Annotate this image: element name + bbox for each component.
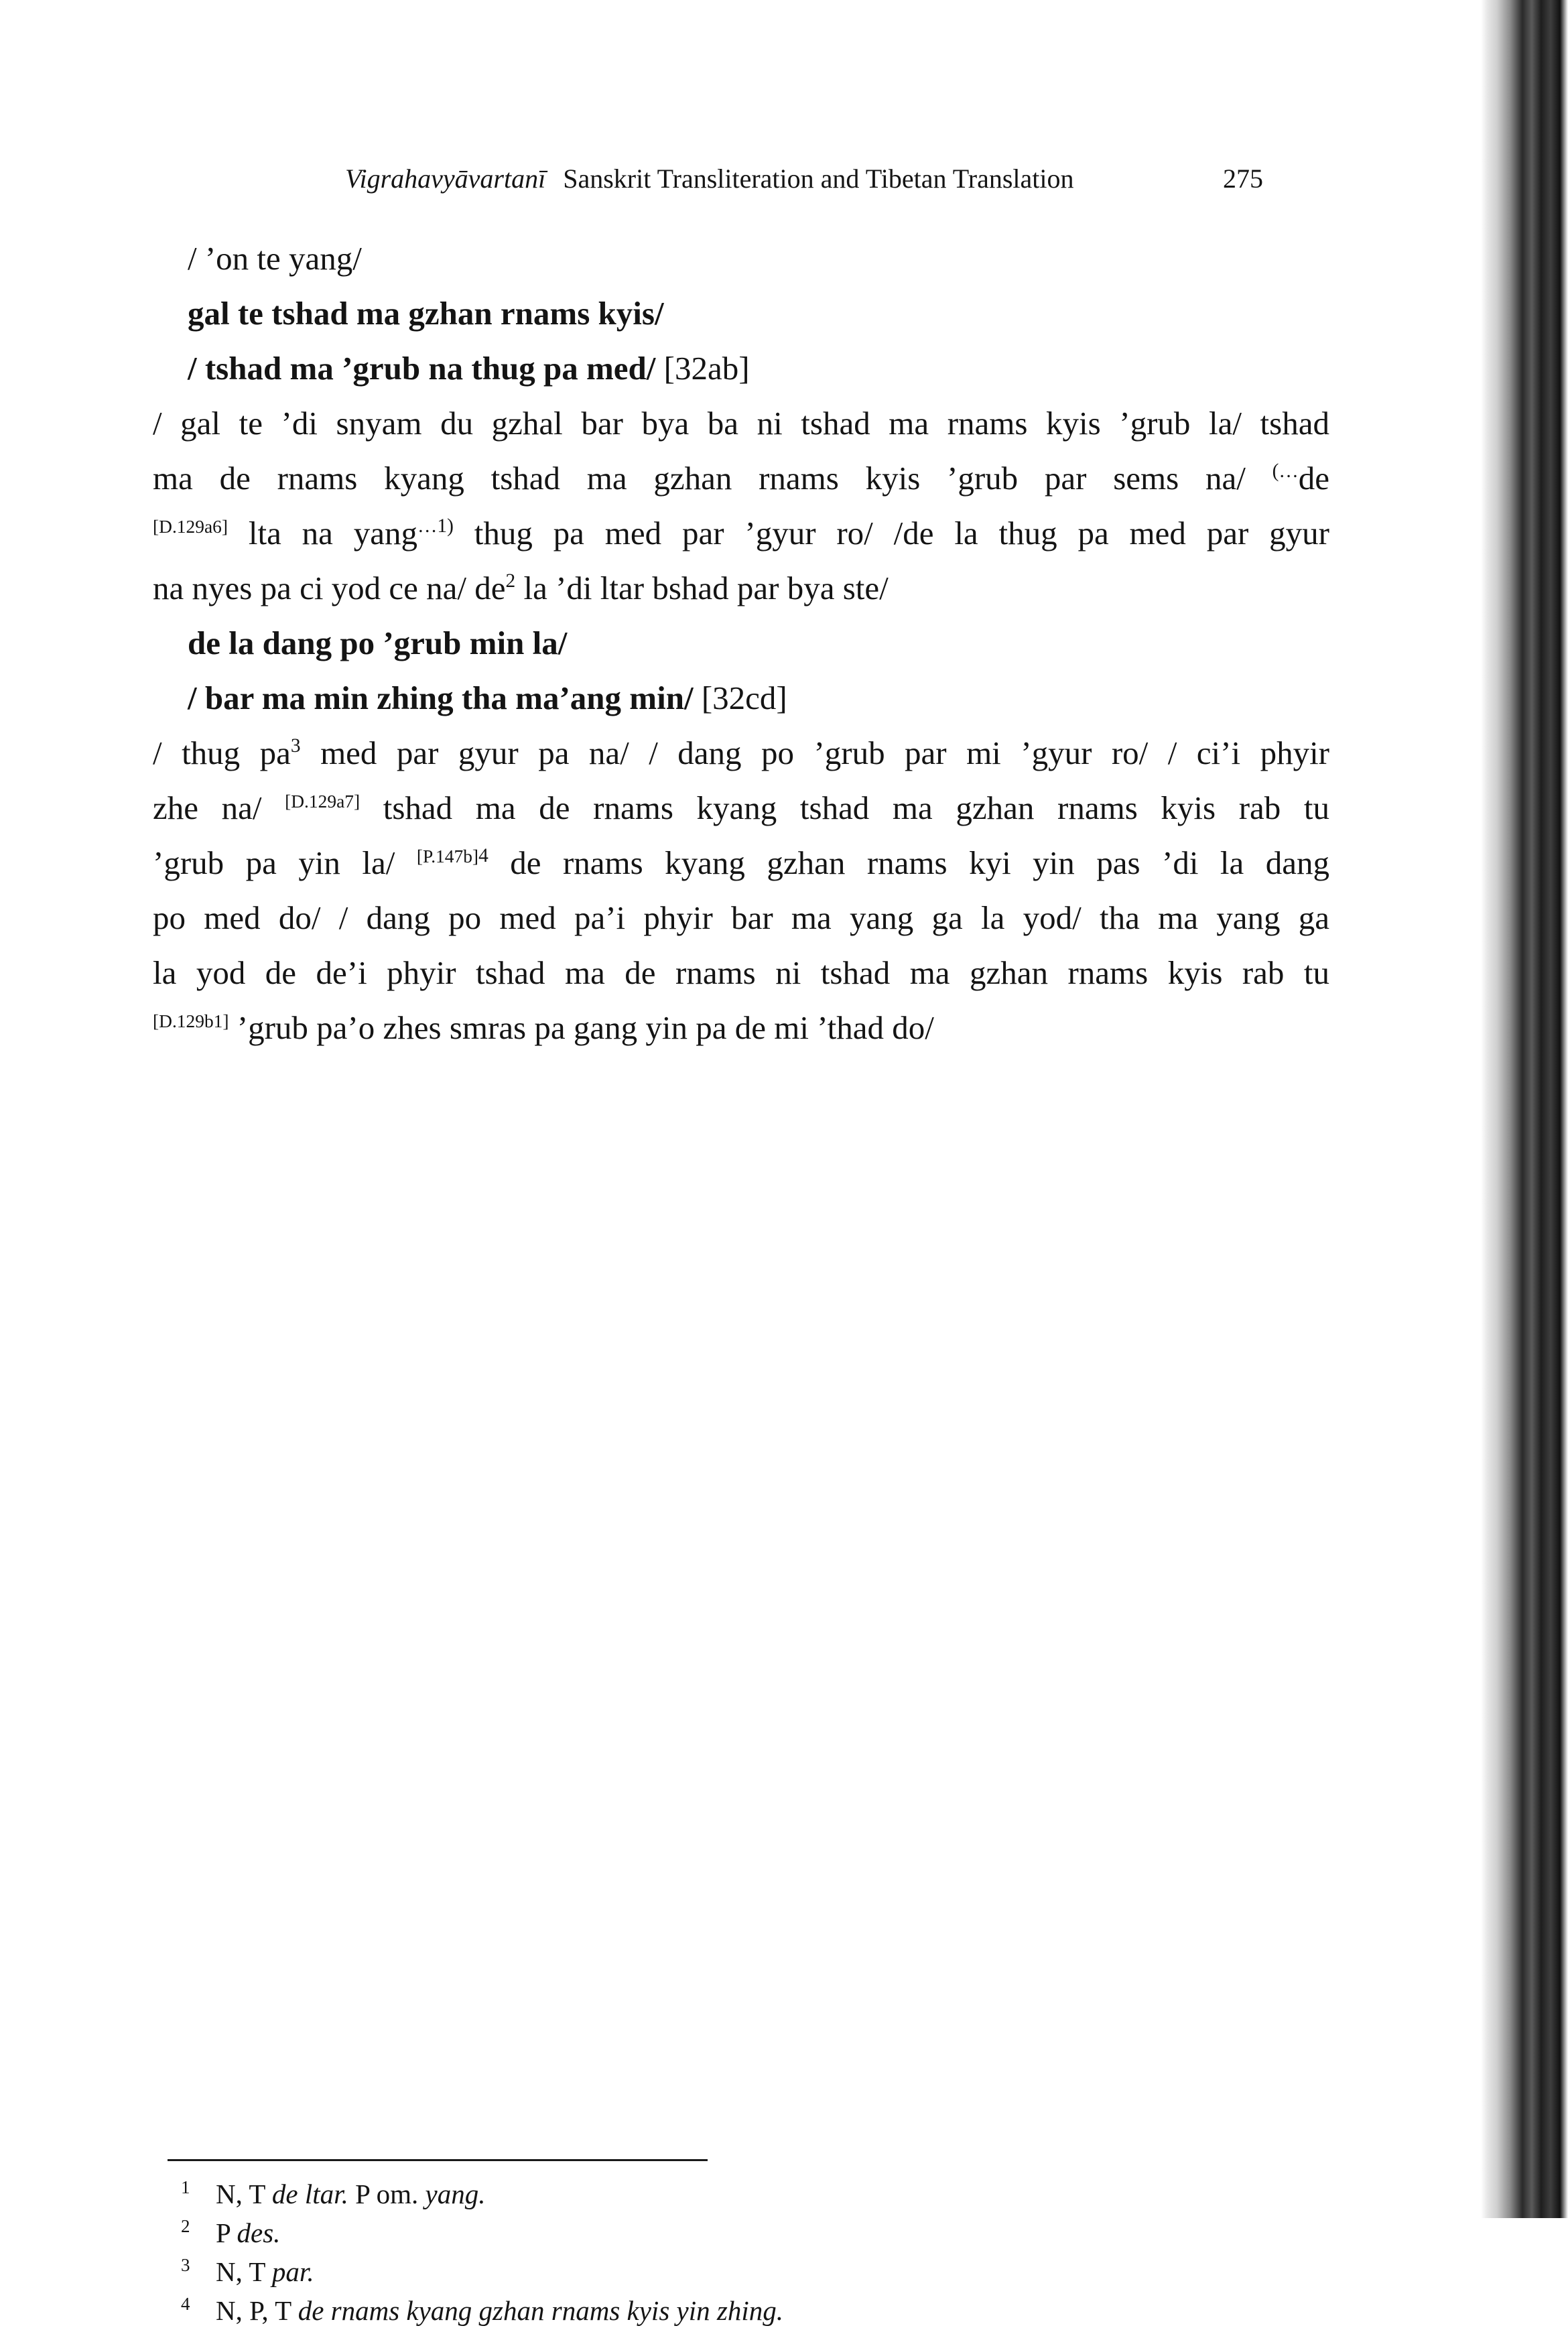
header-subtitle: Sanskrit Transliteration and Tibetan Translation (563, 164, 1074, 194)
footnote: 3 N, T par. (181, 2255, 314, 2287)
prose-line: [D.129a6] lta na yang$^{\dots 1)}$ thug pa med par ’gyur ro/ /de la thug pa med par gyur (153, 515, 1329, 552)
verse-line: / bar ma min zhing tha ma’ang min/ [32cd] (188, 679, 787, 716)
interpolation-mark: …1) (417, 515, 454, 537)
prose-line: / thug $pa^3$ med par gyur pa na/ / dang po ’grub par mi ’gyur ro/ / ci’i phyir (153, 734, 1329, 771)
book-binding-edge (1481, 0, 1568, 2218)
prose-line: la yod de de’i phyir tshad ma de rnams ni tshad ma gzhan rnams kyis rab tu (153, 954, 1329, 991)
footnote: 1 N, T de ltar. P om. yang. (181, 2177, 486, 2209)
text-line: / ’on te yang/ (188, 240, 362, 277)
footnotes (181, 2175, 1119, 2330)
verse-line: de la dang po ’grub min la/ (188, 625, 568, 661)
verse-line: gal te tshad ma gzhan rnams kyis/ (188, 295, 664, 332)
footnote-number: 4 (181, 2294, 190, 2314)
footnote-number: 2 (181, 2216, 190, 2236)
interpolation-mark: (… (1272, 460, 1299, 482)
header-title: Vigrahavyāvartanī (345, 164, 546, 194)
folio-reference: [D.129a6] (153, 517, 228, 537)
prose-line: zhe na/ [D.129a7] tshad ma de rnams kyang tshad ma gzhan rnams kyis rab tu (153, 789, 1329, 826)
running-header (345, 155, 1263, 202)
prose-line: ’grub pa yin la/ $^{[P.147b]4}$ de rnams kyang gzhan rnams kyi yin pas ’di la dang (153, 844, 1329, 881)
footnote: 4 N, P, T de rnams kyang gzhan rnams kyis yin zhing. (181, 2294, 783, 2326)
prose-line: ma de rnams kyang tshad ma gzhan rnams kyis ’grub par sems na/ (…de (153, 460, 1329, 497)
footnote-marker: 4 (478, 844, 488, 866)
folio-reference: [D.129a7] (285, 791, 361, 812)
footnote-divider (168, 2159, 708, 2161)
verse-reference: [32cd] (693, 679, 787, 716)
footnote-marker: 3 (290, 734, 301, 757)
prose-line: / gal te ’di snyam du gzhal bar bya ba ni tshad ma rnams kyis ’grub la/ tshad (153, 405, 1329, 442)
footnote: 2 P des. (181, 2216, 281, 2248)
prose-line: na nyes pa ci yod ce na/ $de^2$ la ’di ltar bshad par bya ste/ (153, 570, 889, 606)
page-number: 275 (1223, 164, 1263, 194)
footnote-marker: 2 (505, 570, 516, 592)
folio-reference: [D.129b1] (153, 1011, 229, 1031)
footnote-number: 3 (181, 2255, 190, 2275)
body-text (153, 231, 1329, 1055)
verse-reference: [32ab] (655, 350, 750, 387)
prose-line: po med do/ / dang po med pa’i phyir bar ma yang ga la yod/ tha ma yang ga (153, 899, 1329, 936)
verse-line: / tshad ma ’grub na thug pa med/ [32ab] (188, 350, 750, 387)
folio-reference: [P.147b] (416, 846, 479, 866)
footnote-number: 1 (181, 2177, 190, 2197)
prose-line: [D.129b1] ’grub pa’o zhes smras pa gang yin pa de mi ’thad do/ (153, 1009, 934, 1046)
